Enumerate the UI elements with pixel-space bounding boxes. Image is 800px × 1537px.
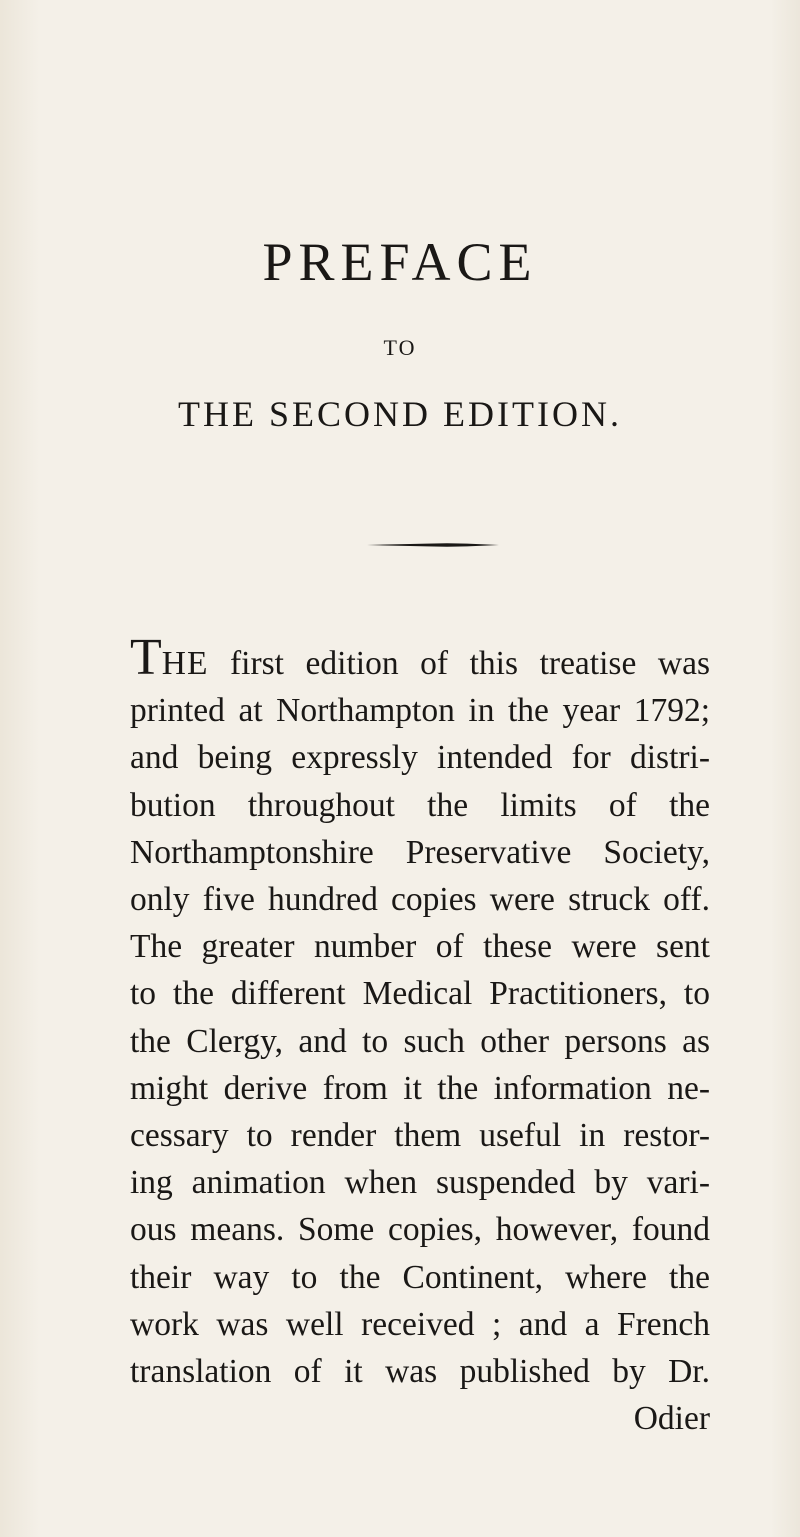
- text-line-7: The greater number of these were sent: [130, 928, 710, 966]
- text-line-14: their way to the Continent, where the: [130, 1258, 710, 1296]
- text-line-10: might derive from it the information ne-: [130, 1069, 710, 1107]
- text-line-11: cessary to render them useful in restor-: [130, 1117, 710, 1155]
- drop-cap: T: [130, 629, 162, 686]
- text-line-16: translation of it was published by Dr.: [130, 1353, 710, 1391]
- ornamental-rule: [367, 543, 499, 547]
- drop-cap-continuation: HE: [161, 645, 209, 682]
- text-line-9: the Clergy, and to such other persons as: [130, 1022, 710, 1060]
- text-line-3: and being expressly intended for distri-: [130, 739, 710, 777]
- text-line-2: printed at Northampton in the year 1792;: [130, 692, 710, 730]
- text-line-1: THE first edition of this treatise was: [130, 629, 710, 686]
- text-line-5: Northamptonshire Preservative Society,: [130, 833, 710, 871]
- text-line-6: only five hundred copies were struck off.: [130, 881, 710, 919]
- title-connector: TO: [383, 335, 417, 360]
- preface-body: [130, 629, 710, 1442]
- page-title: PREFACE: [262, 232, 538, 292]
- text-line-13: ous means. Some copies, however, found: [130, 1211, 710, 1249]
- text-line-8: to the different Medical Practitioners, to: [130, 975, 710, 1013]
- catchword: Odier: [633, 1400, 710, 1438]
- text-line-4: bution throughout the limits of the: [130, 786, 710, 824]
- text-line-15: work was well received ; and a French: [130, 1305, 710, 1343]
- text-line-12: ing animation when suspended by vari-: [130, 1164, 710, 1202]
- page-subtitle: THE SECOND EDITION.: [178, 394, 622, 434]
